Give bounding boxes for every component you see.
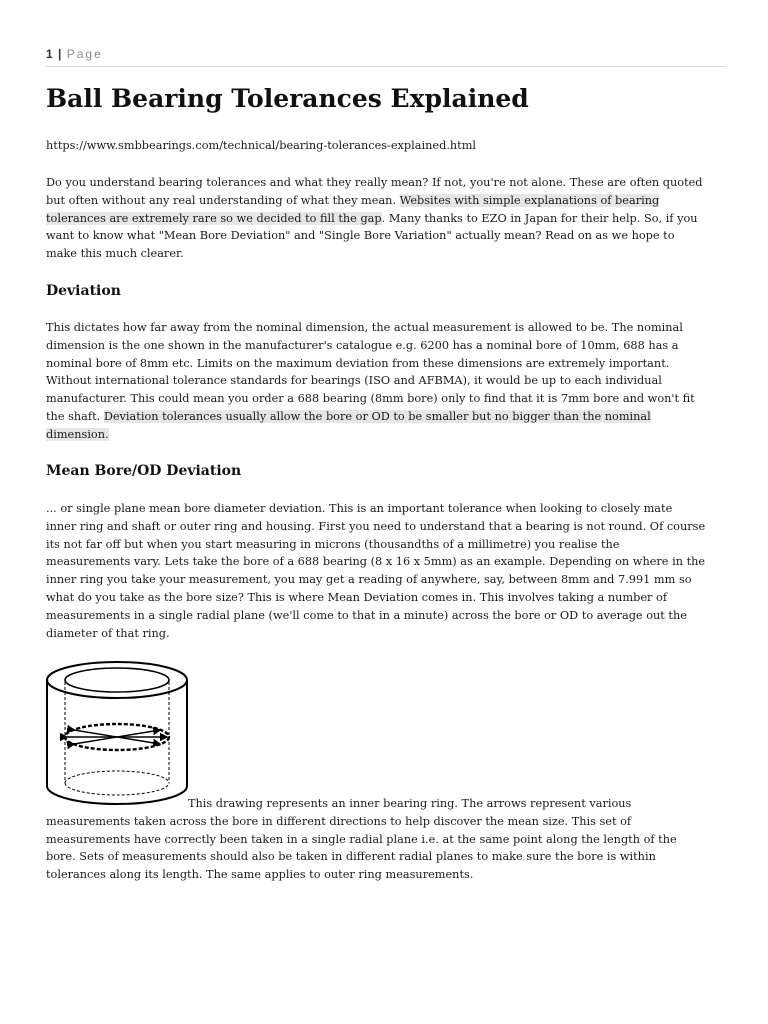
figure-caption: This drawing represents an inner bearing ring. The arrows represent various measurements taken across the bore in different directions to help discover the mean size. This set of measurements have correctly been taken in a single radial plane i.e. at the same point along the length of the bore. Sets of measurements should also be taken in different radial planes to make sure the bore is within tolerances along its length. The same applies to outer ring measurements.	[46, 797, 677, 882]
page-number: 1	[46, 47, 53, 61]
intro-text-2: . Many thanks to EZO in Japan for their help. So, if you want to know what "Mean Bore Deviation" and "Single Bore Variation" actually mean? Read on as we hope to make this much clearer.	[46, 211, 698, 261]
page-header	[46, 47, 726, 67]
bearing-ring-drawing	[46, 658, 188, 808]
intro-text-1: Do you understand bearing tolerances and what they really mean? If not, you're not alone. These are often quoted but often without any real understanding of what they mean.	[46, 176, 703, 207]
intro-paragraph	[46, 174, 706, 263]
page-word: Page	[66, 47, 103, 61]
deviation-highlight: Deviation tolerances usually allow the bore or OD to be smaller but no bigger than the nominal dimension.	[46, 409, 651, 441]
document-title: Ball Bearing Tolerances Explained	[46, 84, 529, 113]
bearing-ring-svg	[46, 658, 188, 808]
mean-deviation-heading: Mean Bore/OD Deviation	[46, 463, 242, 479]
deviation-text: This dictates how far away from the nominal dimension, the actual measurement is allowed to be. The nominal dimension is the one shown in the manufacturer's catalogue e.g. 6200 has a nominal bore of 10mm, 688 has a nominal bore of 8mm etc. Limits on the maximum deviation from these dimensions are extremely important. Without international tolerance standards for bearings (ISO and AFBMA), it would be up to each individual manufacturer. This could mean you order a 688 bearing (8mm bore) only to find that it is 7mm bore and won't fit the shaft.	[46, 321, 695, 423]
mean-deviation-paragraph: ... or single plane mean bore diameter deviation. This is an important tolerance when looking to closely mate inner ring and shaft or outer ring and housing. First you need to understand that a bearing is not round. Of course its not far off but when you start measuring in microns (thousandths of a millimetre) you realise the measurements vary. Lets take the bore of a 688 bearing (8 x 16 x 5mm) as an example. Depending on where in the inner ring you take your measurement, you may get a reading of anywhere, say, between 8mm and 7.991 mm so what do you take as the bore size? This is where Mean Deviation comes in. This involves taking a number of measurements in a single radial plane (we'll come to that in a minute) across the bore or OD to average out the diameter of that ring.	[46, 502, 706, 640]
deviation-paragraph	[46, 319, 706, 444]
header-separator: |	[58, 47, 62, 61]
deviation-heading: Deviation	[46, 283, 121, 299]
intro-highlight: Websites with simple explanations of bearing tolerances are extremely rare so we decided to fill the gap	[46, 193, 660, 225]
source-url: https://www.smbbearings.com/technical/bearing-tolerances-explained.html	[46, 139, 477, 152]
